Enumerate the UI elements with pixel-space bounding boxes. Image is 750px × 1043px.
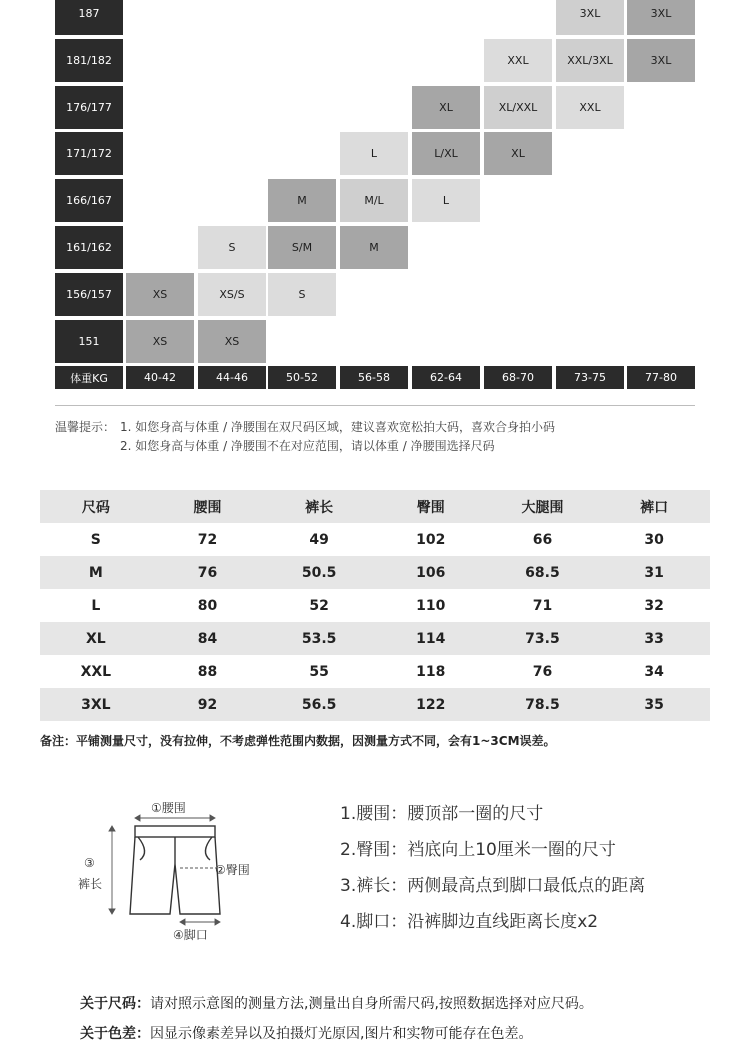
label-length-num: ③ [84,856,95,870]
size-cell: 3XL [627,0,695,35]
table-row [40,523,710,556]
label-waist: ①腰围 [151,801,186,815]
table-cell: 84 [152,622,264,655]
table-cell: 122 [375,688,487,721]
weight-label: 56-58 [340,366,408,389]
size-cell: XXL [484,39,552,82]
table-cell: 30 [644,531,664,548]
table-cell: 72 [197,531,218,548]
table-cell: XXL [80,663,112,680]
height-label: 171/172 [55,132,123,175]
table-cell: 52 [309,597,329,614]
table-cell: 55 [309,663,329,680]
table-cell: 32 [644,597,664,614]
height-label: 176/177 [55,86,123,129]
table-cell: 73.5 [487,622,599,655]
weight-label: 73-75 [556,366,624,389]
table-header-row [40,490,710,523]
size-cell: XS [126,273,194,316]
size-cell: XXL [556,86,624,129]
size-cell: 3XL [556,0,624,35]
table-cell: 66 [532,531,553,548]
about-size-title: 关于尺码： [80,996,150,1012]
table-cell: 33 [598,622,710,655]
table-cell: 49 [309,531,329,548]
table-cell: 88 [197,663,218,680]
header-size: 尺码 [40,490,152,523]
size-cell: XS/S [198,273,266,316]
size-cell: L/XL [412,132,480,175]
table-cell: 102 [416,531,446,548]
size-cell: 3XL [627,39,695,82]
table-cell: 76 [152,556,264,589]
table-row [40,556,710,589]
note: 备注：平铺测量尺寸，没有拉伸，不考虑弹性范围内数据，因测量方式不同，会有1~3CM误差。 [40,734,556,748]
header-hem: 裤口 [598,490,710,523]
size-cell: XS [126,320,194,363]
label-hem: ④脚口 [173,928,208,942]
table-cell: 78.5 [487,688,599,721]
table-row [40,655,710,688]
label-hip: ②臀围 [215,863,250,877]
about-color [80,1023,532,1043]
shorts-diagram-icon [100,812,240,927]
table-cell: 34 [644,663,664,680]
height-label: 181/182 [55,39,123,82]
weight-label: 44-46 [198,366,266,389]
about-size-text: 请对照示意图的测量方法,测量出自身所需尺码,按照数据选择对应尺码。 [150,996,593,1012]
size-table [40,490,710,721]
table-cell: 53.5 [263,622,375,655]
table-row [40,688,710,721]
table-cell: 110 [416,597,446,614]
table-cell: 80 [197,597,218,614]
measure-waist: 1.腰围：腰顶部一圈的尺寸 [340,804,544,824]
table-cell: 76 [532,663,553,680]
size-cell: S/M [268,226,336,269]
size-cell: XL [484,132,552,175]
table-cell: 50.5 [263,556,375,589]
table-row [40,589,710,622]
measure-hem: 4.脚口：沿裤脚边直线距离长度x2 [340,912,599,932]
table-cell: 114 [375,622,487,655]
table-cell: 106 [375,556,487,589]
size-cell: M [340,226,408,269]
table-cell: 118 [416,663,446,680]
weight-label: 77-80 [627,366,695,389]
size-cell: M [268,179,336,222]
table-cell: 56.5 [263,688,375,721]
tip-line-2: 2. 如您身高与体重 / 净腰围不在对应范围，请以体重 / 净腰围选择尺码 [120,439,495,453]
table-cell: 3XL [40,688,152,721]
table-cell: M [40,556,152,589]
height-label: 151 [55,320,123,363]
table-row [40,622,710,655]
header-waist: 腰围 [152,490,264,523]
header-hip: 臀围 [375,490,487,523]
height-label: 156/157 [55,273,123,316]
about-color-text: 因显示像素差异以及拍摄灯光原因,图片和实物可能存在色差。 [150,1026,533,1042]
table-cell: 35 [598,688,710,721]
measure-hip: 2.臀围：裆底向上10厘米一圈的尺寸 [340,840,616,860]
tip-line-1: 1. 如您身高与体重 / 净腰围在双尺码区域，建议喜欢宽松拍大码，喜欢合身拍小码 [120,420,555,434]
table-cell: 92 [152,688,264,721]
weight-label: 68-70 [484,366,552,389]
size-cell: L [412,179,480,222]
table-cell: L [91,597,101,614]
height-label: 187 [55,0,123,35]
weight-label: 50-52 [268,366,336,389]
table-cell: 31 [598,556,710,589]
about-size [80,993,593,1013]
table-cell: 71 [532,597,553,614]
size-cell: XL/XXL [484,86,552,129]
label-length: 裤长 [78,877,103,891]
size-cell: S [198,226,266,269]
tips-prefix: 温馨提示： [55,420,116,434]
weight-label: 62-64 [412,366,480,389]
size-cell: S [268,273,336,316]
about-color-title: 关于色差： [80,1026,150,1042]
weight-header: 体重KG [55,366,123,389]
header-thigh: 大腿围 [487,490,599,523]
size-cell: XS [198,320,266,363]
table-cell: S [90,531,101,548]
size-cell: XXL/3XL [556,39,624,82]
table-cell: XL [40,622,152,655]
measure-length: 3.裤长：两侧最高点到脚口最低点的距离 [340,876,646,896]
size-cell: XL [412,86,480,129]
table-cell: 68.5 [487,556,599,589]
size-cell: M/L [340,179,408,222]
height-label: 166/167 [55,179,123,222]
size-cell: L [340,132,408,175]
weight-label: 40-42 [126,366,194,389]
height-label: 161/162 [55,226,123,269]
section-divider [55,405,695,406]
header-length: 裤长 [263,490,375,523]
